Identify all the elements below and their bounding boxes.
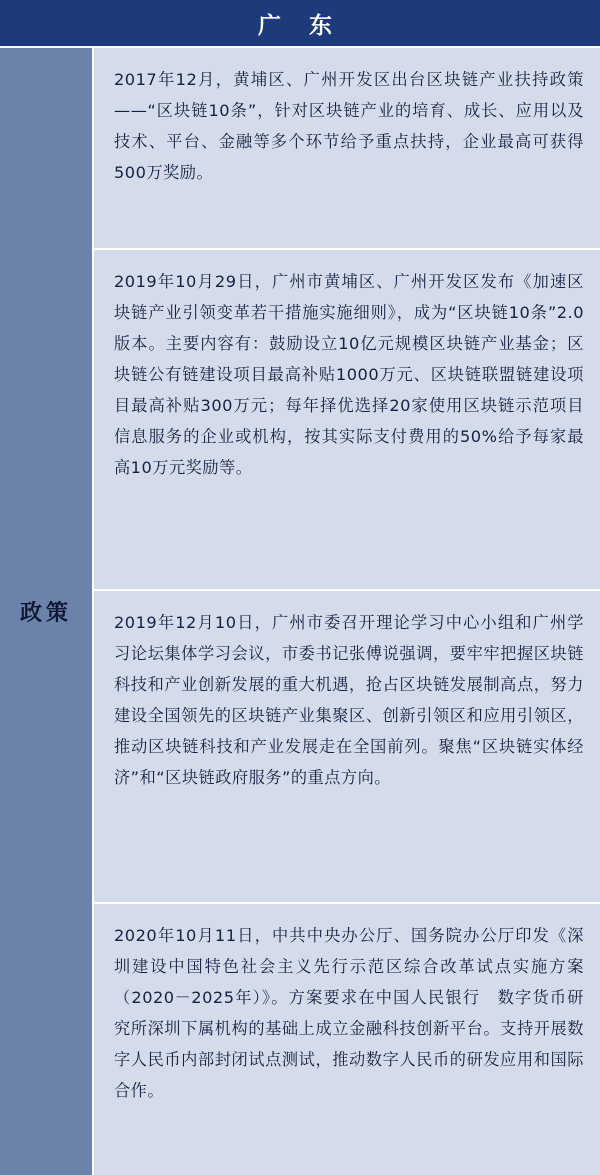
policy-entry-1: 2017年12月，黄埔区、广州开发区出台区块链产业扶持政策——“区块链10条”，针对区块链产业的培育、成长、应用以及技术、平台、金融等多个环节给予重点扶持，企业最高可获得500万奖励。	[94, 48, 600, 248]
policy-entry-4: 2020年10月11日，中共中央办公厅、国务院办公厅印发《深圳建设中国特色社会主义先行示范区综合改革试点实施方案（2020－2025年）》。方案要求在中国人民银行 数字货币研究所深圳下属机构的基础上成立金融科技创新平台。支持开展数字人民币内部封闭试点测试，推动数字人民币的研发应用和国际合作。	[94, 904, 600, 1175]
table-header-title: 广 东	[0, 0, 600, 46]
policy-entry-2: 2019年10月29日，广州市黄埔区、广州开发区发布《加速区块链产业引领变革若干措施实施细则》，成为“区块链10条”2.0版本。主要内容有：鼓励设立10亿元规模区块链产业基金；区块链公有链建设项目最高补贴1000万元、区块链联盟链建设项目最高补贴300万元；每年择优选择20家使用区块链示范项目信息服务的企业或机构，按其实际支付费用的50%给予每家最高10万元奖励等。	[94, 250, 600, 589]
row-label: 政策	[19, 601, 72, 626]
policy-entry-3: 2019年12月10日，广州市委召开理论学习中心小组和广州学习论坛集体学习会议，市委书记张傅说强调，要牢牢把握区块链科技和产业创新发展的重大机遇，抢占区块链发展制高点，努力建设全国领先的区块链产业集聚区、创新引领区和应用引领区，推动区块链科技和产业发展走在全国前列。聚焦“区块链实体经济”和“区块链政府服务”的重点方向。	[94, 591, 600, 902]
row-label-cell	[0, 48, 92, 1175]
